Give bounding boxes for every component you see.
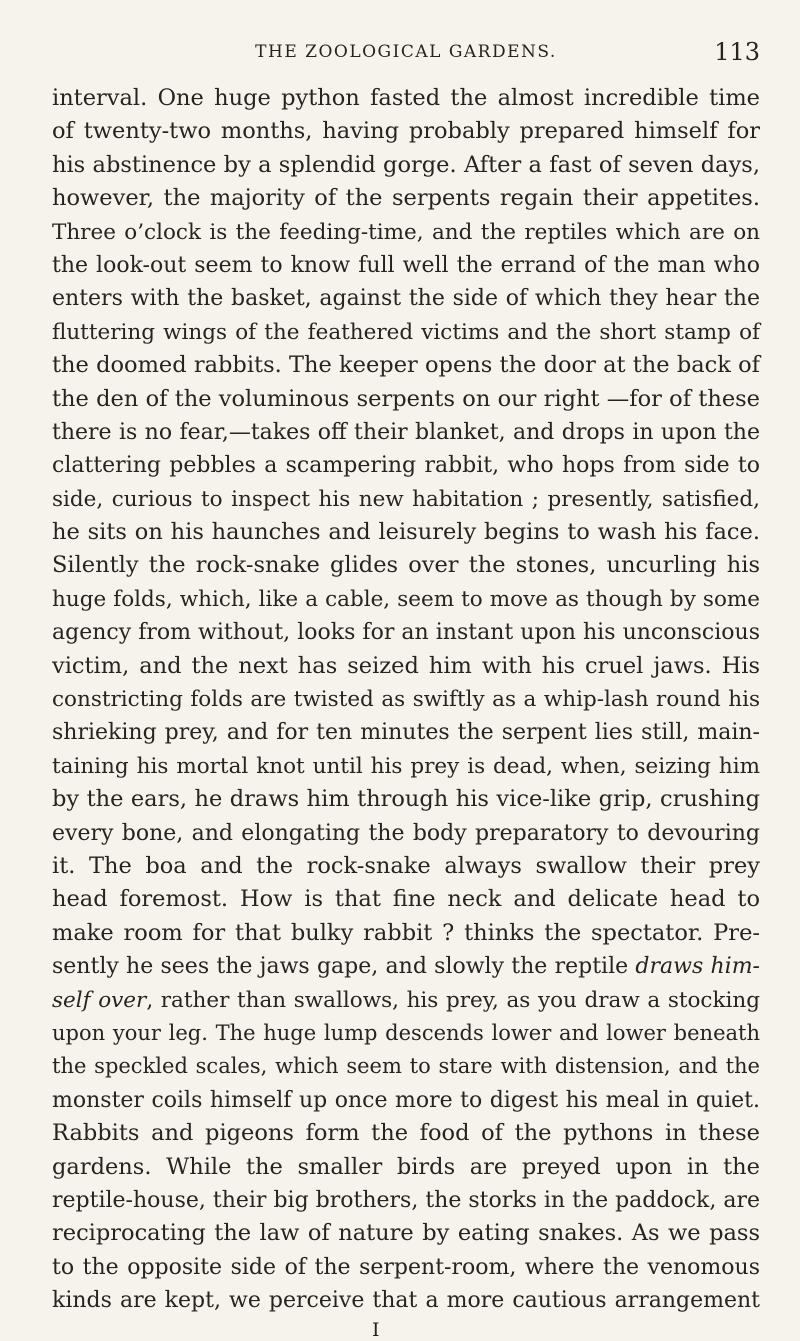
text-line: by the ears, he draws him through his vice-like grip, crushing	[52, 786, 760, 813]
text-line: Rabbits and pigeons form the food of the pythons in these	[52, 1120, 760, 1147]
text-run: , rather than swallows, his prey, as you draw a stocking	[146, 987, 760, 1013]
text-line: side, curious to inspect his new habitation ; presently, satisfied,	[52, 486, 760, 512]
text-line: the speckled scales, which seem to stare with distension, and the	[52, 1054, 760, 1079]
text-line: agency from without, looks for an instant upon his unconscious	[52, 620, 760, 646]
text-line: gardens. While the smaller birds are preyed upon in the	[52, 1153, 760, 1180]
text-line: reciprocating the law of nature by eating snakes. As we pass	[52, 1220, 760, 1247]
text-line: taining his mortal knot until his prey is dead, when, seizing him	[52, 753, 760, 779]
text-line: shrieking prey, and for ten minutes the serpent lies still, main-	[52, 720, 760, 746]
text-line: enters with the basket, against the side of which they hear the	[52, 286, 760, 312]
text-line: victim, and the next has seized him with his cruel jaws. His	[52, 652, 760, 679]
text-line	[52, 984, 760, 1017]
italic-run: draws him-	[635, 954, 760, 980]
running-title: THE ZOOLOGICAL GARDENS.	[255, 42, 557, 62]
text-line: monster coils himself up once more to digest his meal in quiet.	[52, 1087, 760, 1113]
text-line: however, the majority of the serpents regain their appetites.	[52, 185, 760, 212]
text-line: clattering pebbles a scampering rabbit, who hops from side to	[52, 453, 760, 479]
italic-run: self over	[52, 987, 147, 1013]
text-line: huge folds, which, like a cable, seem to move as though by some	[52, 586, 760, 612]
text-line: to the opposite side of the serpent-room, where the venomous	[52, 1254, 760, 1280]
text-line	[52, 950, 760, 983]
text-line: the den of the voluminous serpents on our right —for of these	[52, 385, 760, 412]
text-line: the doomed rabbits. The keeper opens the door at the back of	[52, 352, 760, 379]
text-line: the look-out seem to know full well the errand of the man who	[52, 252, 760, 278]
text-line: it. The boa and the rock-snake always swallow their prey	[52, 852, 760, 879]
text-line: fluttering wings of the feathered victims and the short stamp of	[52, 319, 760, 345]
page-number: 113	[714, 38, 760, 66]
text-line: constricting folds are twisted as swiftly as a whip-lash round his	[52, 687, 760, 713]
running-head	[52, 38, 760, 68]
text-line: he sits on his haunches and leisurely begins to wash his face.	[52, 519, 760, 546]
text-line: Silently the rock-snake glides over the stones, uncurling his	[52, 552, 760, 579]
signature-mark: I	[372, 1319, 380, 1341]
text-line: there is no fear,—takes off their blanket, and drops in upon the	[52, 419, 760, 445]
text-line: make room for that bulky rabbit ? thinks the spectator. Pre-	[52, 919, 760, 946]
body-text	[52, 82, 760, 1317]
text-line: every bone, and elongating the body preparatory to devouring	[52, 820, 760, 846]
text-line: upon your leg. The huge lump descends lower and lower beneath	[52, 1020, 760, 1045]
text-run: sently he sees the jaws gape, and slowly the reptile	[52, 954, 636, 980]
text-line: interval. One huge python fasted the almost incredible time	[52, 85, 760, 111]
text-line: kinds are kept, we perceive that a more cautious arrangement	[52, 1288, 760, 1314]
text-line: Three o’clock is the feeding-time, and the reptiles which are on	[52, 219, 760, 245]
text-line: his abstinence by a splendid gorge. After a fast of seven days,	[52, 151, 760, 178]
text-line: reptile-house, their big brothers, the storks in the paddock, are	[52, 1187, 760, 1213]
text-line: head foremost. How is that fine neck and delicate head to	[52, 886, 760, 913]
text-line: of twenty-two months, having probably prepared himself for	[52, 118, 760, 145]
